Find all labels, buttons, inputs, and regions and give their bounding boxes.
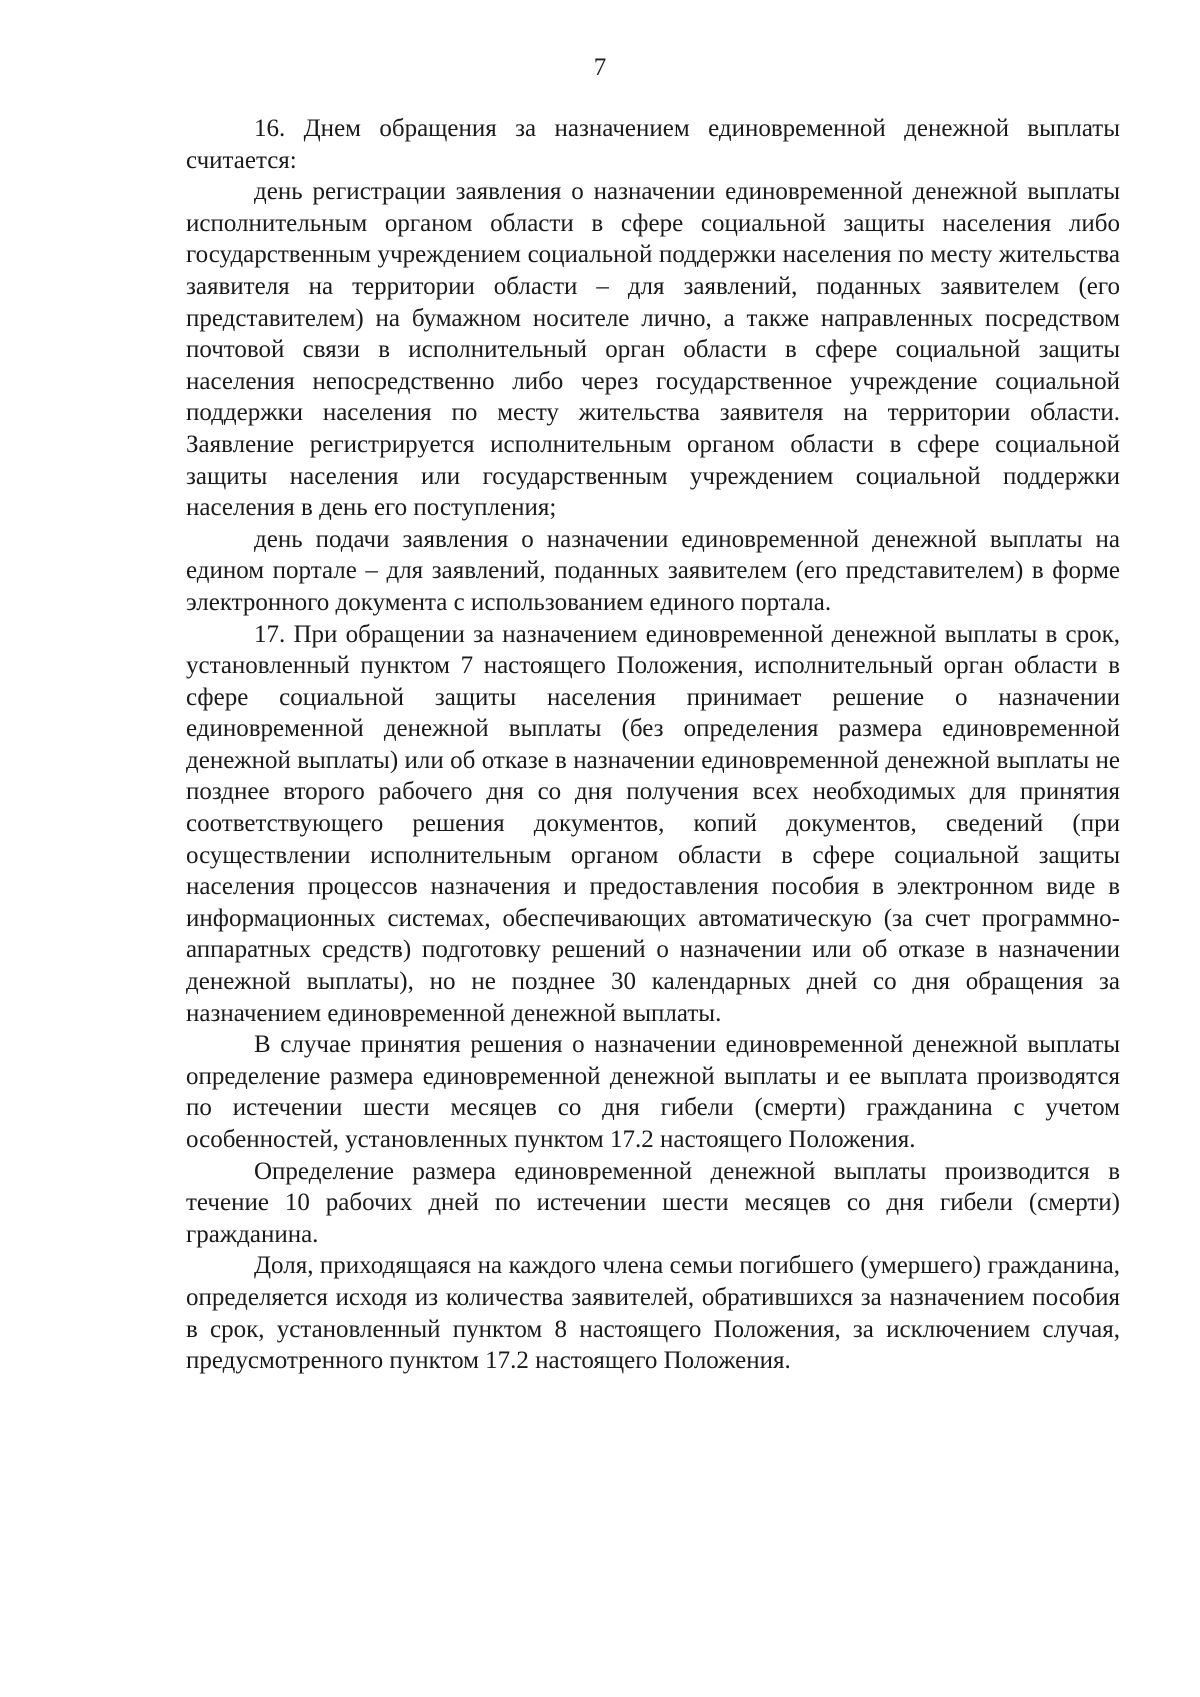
- paragraph-amount-determination: В случае принятия решения о назначении единовременной денежной выплаты определение размера единовременной денежной выплаты и ее выплата производятся по истечении шести месяцев со дня гибели (смерти) гражданина с учетом особенностей, установленных пунктом 17.2 настоящего Положения.: [186, 1031, 1120, 1153]
- document-body: [186, 113, 1120, 1377]
- paragraph-amount-period: Определение размера единовременной денежной выплаты производится в течение 10 рабочих дней по истечении шести месяцев со дня гибели (смерти) гражданина.: [186, 1157, 1120, 1248]
- paragraph-17-decision: 17. При обращении за назначением единовременной денежной выплаты в срок, установленный пунктом 7 настоящего Положения, исполнительный орган области в сфере социальной защиты населения принимает решение о назначении единовременной денежной выплаты (без определения размера единовременной денежной выплаты) или об отказе в назначении единовременной денежной выплаты не позднее второго рабочего дня со дня получения всех необходимых для принятия соответствующего решения документов, копий документов, сведений (при осуществлении исполнительным органом области в сфере социальной защиты населения процессов назначения и предоставления пособия в электронном виде в информационных системах, обеспечивающих автоматическую (за счет программно-аппаратных средств) подготовку решений о назначении или об отказе в назначении денежной выплаты), но не позднее 30 календарных дней со дня обращения за назначением единовременной денежной выплаты.: [186, 620, 1120, 1027]
- paragraph-16-heading: 16. Днем обращения за назначением единовременной денежной выплаты считается:: [186, 115, 1120, 174]
- paragraph-registration-day: день регистрации заявления о назначении единовременной денежной выплаты исполнительным органом области в сфере социальной защиты населения либо государственным учреждением социальной поддержки населения по месту жительства заявителя на территории области – для заявлений, поданных заявителем (его представителем) на бумажном носителе лично, а также направленных посредством почтовой связи в исполнительный орган области в сфере социальной защиты населения непосредственно либо через государственное учреждение социальной поддержки населения по месту жительства заявителя на территории области. Заявление регистрируется исполнительным органом области в сфере социальной защиты населения или государственным учреждением социальной поддержки населения в день его поступления;: [186, 178, 1120, 522]
- paragraph-portal-submission-day: день подачи заявления о назначении единовременной денежной выплаты на едином портале – для заявлений, поданных заявителем (его представителем) в форме электронного документа с использованием единого портала.: [186, 525, 1120, 616]
- page-number: 7: [593, 54, 607, 81]
- paragraph-family-share: Доля, приходящаяся на каждого члена семьи погибшего (умершего) гражданина, определяется исходя из количества заявителей, обратившихся за назначением пособия в срок, установленный пунктом 8 настоящего Положения, за исключением случая, предусмотренного пунктом 17.2 настоящего Положения.: [186, 1252, 1120, 1375]
